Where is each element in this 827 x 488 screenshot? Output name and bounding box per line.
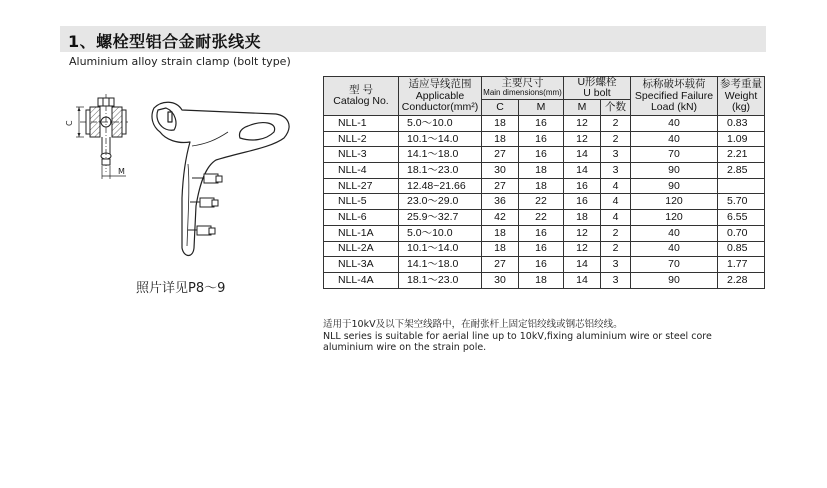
cell-load: 70	[631, 257, 718, 273]
cell-m: 16	[519, 225, 564, 241]
header-load: 标称破坏载荷 Specified Failure Load (kN)	[631, 77, 718, 116]
cell-load: 90	[631, 272, 718, 288]
cell-m: 16	[519, 147, 564, 163]
cell-ubolt-count: 2	[601, 225, 631, 241]
header-dimensions: 主要尺寸 Main dimensions(mm)	[482, 77, 564, 100]
cell-ubolt-count: 2	[601, 241, 631, 257]
cell-m: 16	[519, 257, 564, 273]
cell-range: 18.1～23.0	[399, 272, 482, 288]
cell-ubolt-m: 18	[564, 210, 601, 226]
cell-ubolt-count: 2	[601, 116, 631, 132]
cell-load: 90	[631, 163, 718, 179]
cell-model: NLL-6	[324, 210, 399, 226]
cell-c: 42	[482, 210, 519, 226]
table-row	[324, 257, 765, 273]
table-row	[324, 210, 765, 226]
cell-m: 22	[519, 210, 564, 226]
cell-weight: 0.70	[718, 225, 765, 241]
cell-model: NLL-27	[324, 178, 399, 194]
title-bar	[60, 26, 766, 52]
dim-c-label: C	[65, 120, 74, 126]
cell-ubolt-count: 3	[601, 147, 631, 163]
header-ubolt-m: M	[564, 100, 601, 116]
cell-m: 22	[519, 194, 564, 210]
header-ubolt-count: 个数	[601, 100, 631, 116]
header-weight: 参考重量 Weight (kg)	[718, 77, 765, 116]
cell-ubolt-m: 14	[564, 163, 601, 179]
cell-ubolt-m: 12	[564, 131, 601, 147]
cell-weight: 2.85	[718, 163, 765, 179]
cell-model: NLL-4	[324, 163, 399, 179]
photo-reference-note: 照片详见P8～9	[136, 281, 226, 296]
cell-load: 120	[631, 194, 718, 210]
cell-ubolt-m: 14	[564, 147, 601, 163]
cell-c: 18	[482, 241, 519, 257]
cell-c: 27	[482, 178, 519, 194]
cell-ubolt-count: 3	[601, 257, 631, 273]
cell-load: 90	[631, 178, 718, 194]
cell-range: 5.0～10.0	[399, 225, 482, 241]
cell-m: 16	[519, 116, 564, 132]
page-title: 1、螺栓型铝合金耐张线夹	[68, 32, 262, 51]
cell-model: NLL-1	[324, 116, 399, 132]
cell-c: 18	[482, 131, 519, 147]
cell-weight: 2.28	[718, 272, 765, 288]
cell-ubolt-count: 3	[601, 163, 631, 179]
table-row	[324, 178, 765, 194]
cell-weight: 0.85	[718, 241, 765, 257]
cell-range: 25.9～32.7	[399, 210, 482, 226]
cell-model: NLL-5	[324, 194, 399, 210]
header-model: 型 号 Catalog No.	[324, 77, 399, 116]
strain-clamp-drawing	[66, 86, 316, 276]
cell-model: NLL-3A	[324, 257, 399, 273]
page-subtitle: Aluminium alloy strain clamp (bolt type)	[69, 55, 291, 68]
cell-load: 120	[631, 210, 718, 226]
cell-model: NLL-2A	[324, 241, 399, 257]
spec-table	[323, 76, 765, 289]
cell-model: NLL-3	[324, 147, 399, 163]
cell-m: 18	[519, 178, 564, 194]
cell-weight: 1.77	[718, 257, 765, 273]
cell-range: 10.1～14.0	[399, 131, 482, 147]
cell-ubolt-count: 2	[601, 131, 631, 147]
cell-model: NLL-2	[324, 131, 399, 147]
cell-ubolt-m: 16	[564, 178, 601, 194]
cell-range: 14.1～18.0	[399, 147, 482, 163]
table-row	[324, 163, 765, 179]
cell-ubolt-m: 12	[564, 116, 601, 132]
cell-weight: 0.83	[718, 116, 765, 132]
usage-note-zh: 适用于10kV及以下架空线路中，在耐张杆上固定铝绞线或钢芯铝绞线。	[323, 319, 623, 330]
cell-m: 18	[519, 272, 564, 288]
cell-weight: 6.55	[718, 210, 765, 226]
cell-range: 18.1～23.0	[399, 163, 482, 179]
cell-ubolt-count: 4	[601, 210, 631, 226]
cell-weight: 1.09	[718, 131, 765, 147]
cell-model: NLL-1A	[324, 225, 399, 241]
cell-load: 40	[631, 131, 718, 147]
cell-ubolt-m: 14	[564, 272, 601, 288]
header-ubolt: U形螺栓 U bolt	[564, 77, 631, 100]
cell-range: 5.0～10.0	[399, 116, 482, 132]
cell-ubolt-m: 12	[564, 241, 601, 257]
cell-range: 23.0～29.0	[399, 194, 482, 210]
cell-range: 12.48~21.66	[399, 178, 482, 194]
usage-note-en: NLL series is suitable for aerial line up to 10kV,fixing aluminium wire or steel core aluminium wire on the strain pole.	[323, 331, 712, 354]
cell-range: 14.1～18.0	[399, 257, 482, 273]
cell-c: 27	[482, 257, 519, 273]
cell-ubolt-m: 12	[564, 225, 601, 241]
cell-c: 18	[482, 225, 519, 241]
cell-c: 27	[482, 147, 519, 163]
table-row	[324, 241, 765, 257]
cell-ubolt-count: 3	[601, 272, 631, 288]
cell-weight: 5.70	[718, 194, 765, 210]
cell-c: 18	[482, 116, 519, 132]
cell-m: 18	[519, 163, 564, 179]
spec-table-body	[324, 116, 765, 289]
cell-weight	[718, 178, 765, 194]
cell-c: 30	[482, 163, 519, 179]
cell-ubolt-count: 4	[601, 194, 631, 210]
cell-load: 40	[631, 116, 718, 132]
cell-m: 16	[519, 241, 564, 257]
table-row	[324, 147, 765, 163]
cell-c: 36	[482, 194, 519, 210]
cell-m: 16	[519, 131, 564, 147]
table-row	[324, 116, 765, 132]
table-row	[324, 272, 765, 288]
cell-ubolt-m: 14	[564, 257, 601, 273]
cell-load: 40	[631, 241, 718, 257]
cell-c: 30	[482, 272, 519, 288]
cell-model: NLL-4A	[324, 272, 399, 288]
header-m: M	[519, 100, 564, 116]
cell-weight: 2.21	[718, 147, 765, 163]
table-row	[324, 194, 765, 210]
cell-load: 40	[631, 225, 718, 241]
dim-m-label: M	[118, 167, 125, 176]
header-c: C	[482, 100, 519, 116]
cell-range: 10.1～14.0	[399, 241, 482, 257]
header-range: 适应导线范围 Applicable Conductor(mm²)	[399, 77, 482, 116]
cell-ubolt-count: 4	[601, 178, 631, 194]
table-row	[324, 225, 765, 241]
table-row	[324, 131, 765, 147]
cell-ubolt-m: 16	[564, 194, 601, 210]
cell-load: 70	[631, 147, 718, 163]
